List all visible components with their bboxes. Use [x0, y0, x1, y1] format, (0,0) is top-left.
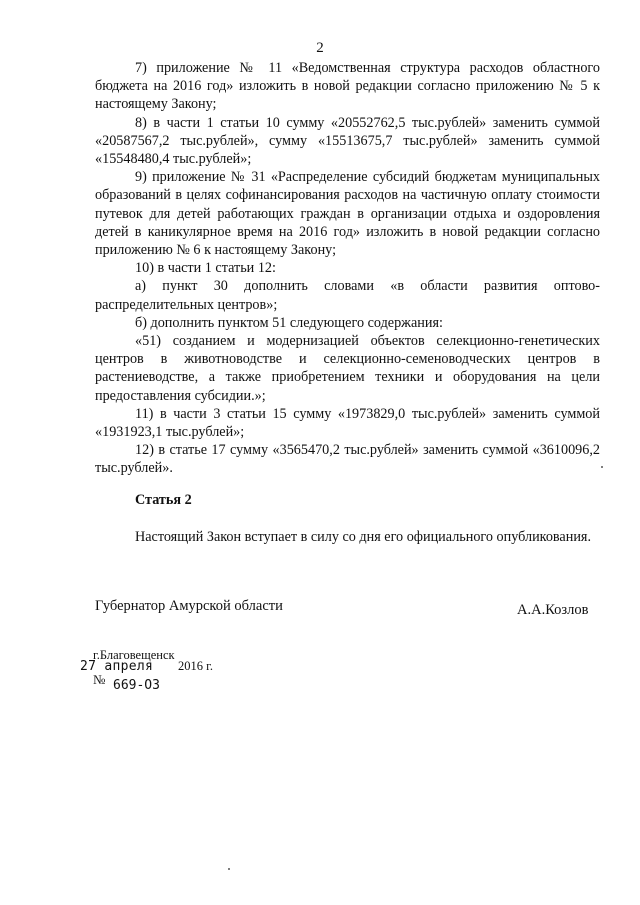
paragraph-item-11: 11) в части 3 статьи 15 сумму «1973829,0 тыс.рублей» заменить суммой «1931923,1 тыс.рублей»; [95, 405, 600, 441]
footer-date: 27 апреля [80, 659, 154, 674]
signature-name: А.А.Козлов [517, 602, 589, 618]
paragraph-item-9: 9) приложение № 31 «Распределение субсидий бюджетам муниципальных образований в целях софинансирования расходов на частичную оплату стоимости путевок для детей работающих граждан в организации отдыха и оздоровления детей в каникулярное время на 2016 год» изложить в новой редакции согласно приложению № 6 к настоящему Закону; [95, 169, 600, 259]
paragraph-subitem-a: а) пункт 30 дополнить словами «в области развития оптово-распределительных центров»; [95, 278, 600, 313]
paragraph-item-10: 10) в части 1 статьи 12: [135, 260, 276, 277]
paragraph-item-12: 12) в статье 17 сумму «3565470,2 тыс.рублей» заменить суммой «3610096,2 тыс.рублей». [95, 442, 600, 477]
paragraph-item-7: 7) приложение № 11 «Ведомственная структура расходов областного бюджета на 2016 год» изложить в новой редакции согласно приложению № 5 к настоящему Закону; [95, 60, 600, 113]
scan-speck [228, 868, 230, 870]
page-number: 2 [316, 40, 324, 56]
signature-title: Губернатор Амурской области [95, 598, 283, 614]
article-heading: Статья 2 [135, 492, 192, 508]
paragraph-quote-51: «51) созданием и модернизацией объектов селекционно-генетических центров в животноводстве и селекционно-семеноводческих центров в растениеводстве, а также приобретением техники и оборудования на цели предоставления субсидии.»; [95, 333, 600, 404]
footer-number-sign: № [93, 672, 106, 687]
article-text: Настоящий Закон вступает в силу со дня его официального опубликования. [135, 529, 591, 545]
paragraph-item-8: 8) в части 1 статьи 10 сумму «20552762,5 тыс.рублей» заменить суммой «20587567,2 тыс.рублей», сумму «15513675,7 тыс.рублей» заменить суммой «15548480,4 тыс.рублей»; [95, 114, 600, 168]
footer-year: 2016 г. [178, 659, 213, 673]
scan-speck [601, 466, 603, 468]
document-body [95, 59, 600, 478]
footer-law-number: 669-ОЗ [113, 678, 160, 693]
paragraph-subitem-b: б) дополнить пунктом 51 следующего содержания: [135, 314, 443, 331]
footer-city: г.Благовещенск [93, 648, 175, 662]
